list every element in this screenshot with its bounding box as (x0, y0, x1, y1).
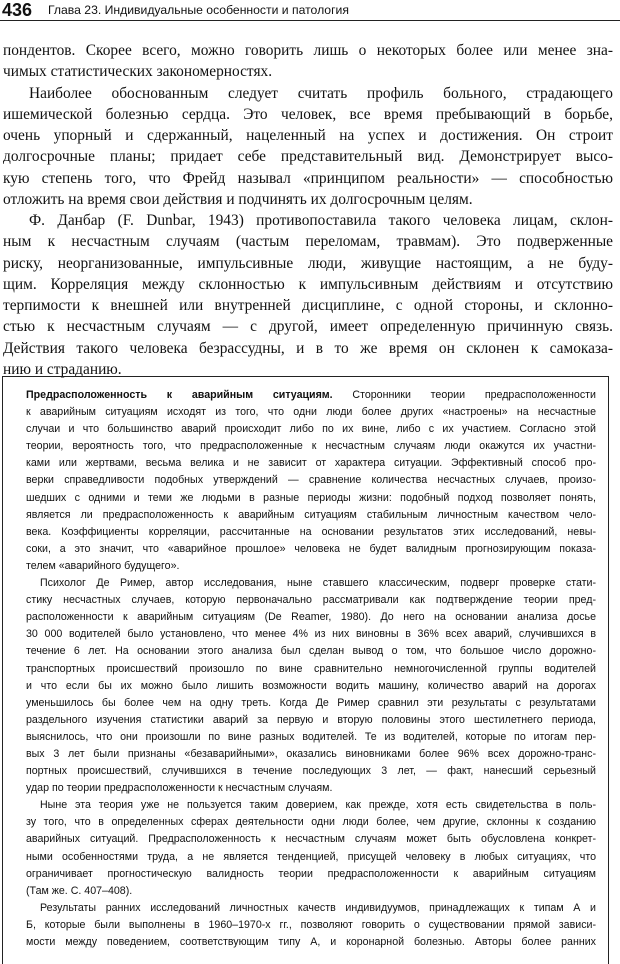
inset-line: ками или жертвами, весьма велика и не зависит от характера ситуации. Эффективный способ про- (26, 457, 596, 470)
text-line: пондентов. Скорее всего, можно говорить лишь о некоторых более или менее зна- (3, 42, 613, 59)
text-line: нию и страданию. (3, 360, 122, 378)
inset-text (26, 387, 596, 951)
text-line: ишемической болезнью сердца. Это человек, все время пребывающий в борьбе, (3, 105, 613, 123)
header-divider (0, 20, 620, 21)
inset-line: уменьшилось бы более чем на одну треть. Когда Де Ример сравнил эти результаты с результатами (26, 696, 596, 709)
inset-line: соки, а это значит, что «аварийное прошлое» человека не будет валидным прогнозирующим показа- (26, 542, 596, 555)
text-line: долгосрочные планы; придает себе представительный вид. Демонстрирует высо- (3, 148, 613, 166)
inset-line: теории, вероятность того, что предрасположенные к несчастным случаям люди окажутся их участни- (26, 440, 596, 453)
inset-line: и что если бы их можно было лишить возможности водить машину, количество аварий на дорогах (26, 679, 596, 692)
inset-line: зу того, что в определенных сферах деятельности одни люди более, чем другие, склонны к созданию (26, 816, 596, 829)
text-line: кую степень того, что Фрейд называл «принципом реальности» — способностью (3, 169, 613, 187)
inset-line: Ныне эта теория уже не пользуется таким доверием, как прежде, хотя есть свидетельства в поль- (40, 799, 596, 812)
text-line: риску, неорганизованные, импульсивные люди, живущие настоящим, а не буду- (3, 254, 613, 272)
text-line: стью к несчастным случаям — с другой, имеет определенную причинную связь. (3, 318, 613, 336)
chapter-title: Глава 23. Индивидуальные особенности и патология (48, 3, 349, 17)
inset-line: является ли предрасположенность к аварийным ситуациям стабильным личностным качеством чело- (26, 508, 596, 521)
inset-line: к аварийным ситуациям исходят из того, что одни люди более других «настроены» на несчастные (26, 406, 596, 419)
inset-line: (Там же. С. 407–408). (26, 884, 133, 897)
inset-line: ными особенностями труда, а не является тенденцией, присущей человеку в любых ситуациях, что (26, 850, 596, 863)
text-line: Ф. Данбар (F. Dunbar, 1943) противопоставила такого человека лицам, склон- (29, 212, 613, 229)
text-line: отложить на время свои действия и подчинять их долгосрочным целям. (3, 190, 473, 208)
inset-first-line (26, 387, 596, 404)
inset-line: 30 000 водителей было установлено, что менее 4% из них виновны в 36% всех аварий, случившихся в (26, 628, 596, 641)
inset-line: течение 6 лет. На основании этого анализа был сделан вывод о том, что большое число дорожно- (26, 645, 596, 658)
inset-line: Психолог Де Ример, автор исследования, ныне ставшего классическим, подверг проверке стати- (40, 577, 596, 590)
inset-box (2, 376, 609, 964)
page-number: 436 (2, 0, 33, 20)
inset-line: расположенности к аварийным ситуациям (De Reamer, 1980). До него на основании анализа досье (26, 611, 596, 624)
inset-line: шедших с одними и теми же людьми в разные периоды жизни: подобный подход позволяет понять, (26, 491, 596, 504)
text-line: очень упорный и сдержанный, нацеленный на успех и достижения. Он строит (3, 127, 613, 144)
inset-line: Б, которые были выполнены в 1960–1970-х гг., позволяют говорить о существовании прямой зависи- (26, 918, 596, 931)
inset-line: раздельного изучения статистики аварий за первую и вторую половины этого шестилетнего периода, (26, 713, 596, 726)
inset-line: случаи и что большинство аварий происходит либо по их вине, либо с их участием. Согласно этой (26, 423, 596, 436)
inset-line: ограничивает прогностическую валидность теории предрасположенности к аварийным ситуациям (26, 867, 596, 880)
inset-line: транспортных происшествий произошло по вине сравнительно немногочисленной группы водителей (26, 662, 596, 675)
text-line: чимых статистических закономерностях. (3, 63, 273, 81)
inset-line: стику несчастных случаев, которую первоначально рассматривали как подтверждение теории пред- (26, 594, 596, 607)
inset-line: аварийных ситуаций. Предрасположенность к несчастным случаям может быть обусловлена конкрет- (26, 833, 596, 846)
inset-line: Результаты ранних исследований личностных качеств индивидуумов, принадлежащих к типам А и (40, 901, 596, 914)
inset-line: верки справедливости подобных утверждений — сравнение количества несчастных случаев, произо- (26, 474, 596, 487)
inset-line: века. Коэффициенты корреляции, рассчитанные на основании результатов этих исследований, невы- (26, 525, 596, 538)
inset-line: выяснилось, что они произошли по вине разных водителей. Те из водителей, которые по итогам пер- (26, 730, 596, 743)
inset-line: телем «аварийного будущего». (26, 559, 180, 572)
inset-line: удар по теории предрасположенности к несчастным случаям. (26, 782, 333, 795)
inset-line: портных происшествий, случившихся в течение последующих 3 лет, — факт, нанесший серьезный (26, 765, 596, 778)
main-text (3, 40, 613, 380)
text-line: терпимости к внешней или внутренней дисциплине, с одной стороны, и склонно- (3, 297, 613, 314)
inset-line: вых 3 лет были признаны «безаварийными», оказались виновниками более 96% всех дорожно-транс- (26, 747, 596, 760)
text-line: ным к несчастным случаям (частым переломам, травмам). Это подверженные (3, 233, 613, 251)
page-header (0, 0, 620, 24)
inset-title: Предрасположенность к аварийным ситуациям. (26, 389, 333, 401)
text-line: щим. Корреляция между склонностью к импульсивным действиям и отсутствию (3, 275, 613, 293)
text-line: Действия такого человека безрассудны, и в то же время он склонен к самоказа- (3, 339, 613, 357)
inset-first-line-text: Сторонники теории предрасположенности (332, 389, 596, 401)
inset-line: мости между поведением, соответствующим типу А, и коронарной болезнью. Авторы более ранних (26, 936, 596, 948)
text-line: Наиболее обоснованным следует считать профиль больного, страдающего (29, 84, 613, 102)
